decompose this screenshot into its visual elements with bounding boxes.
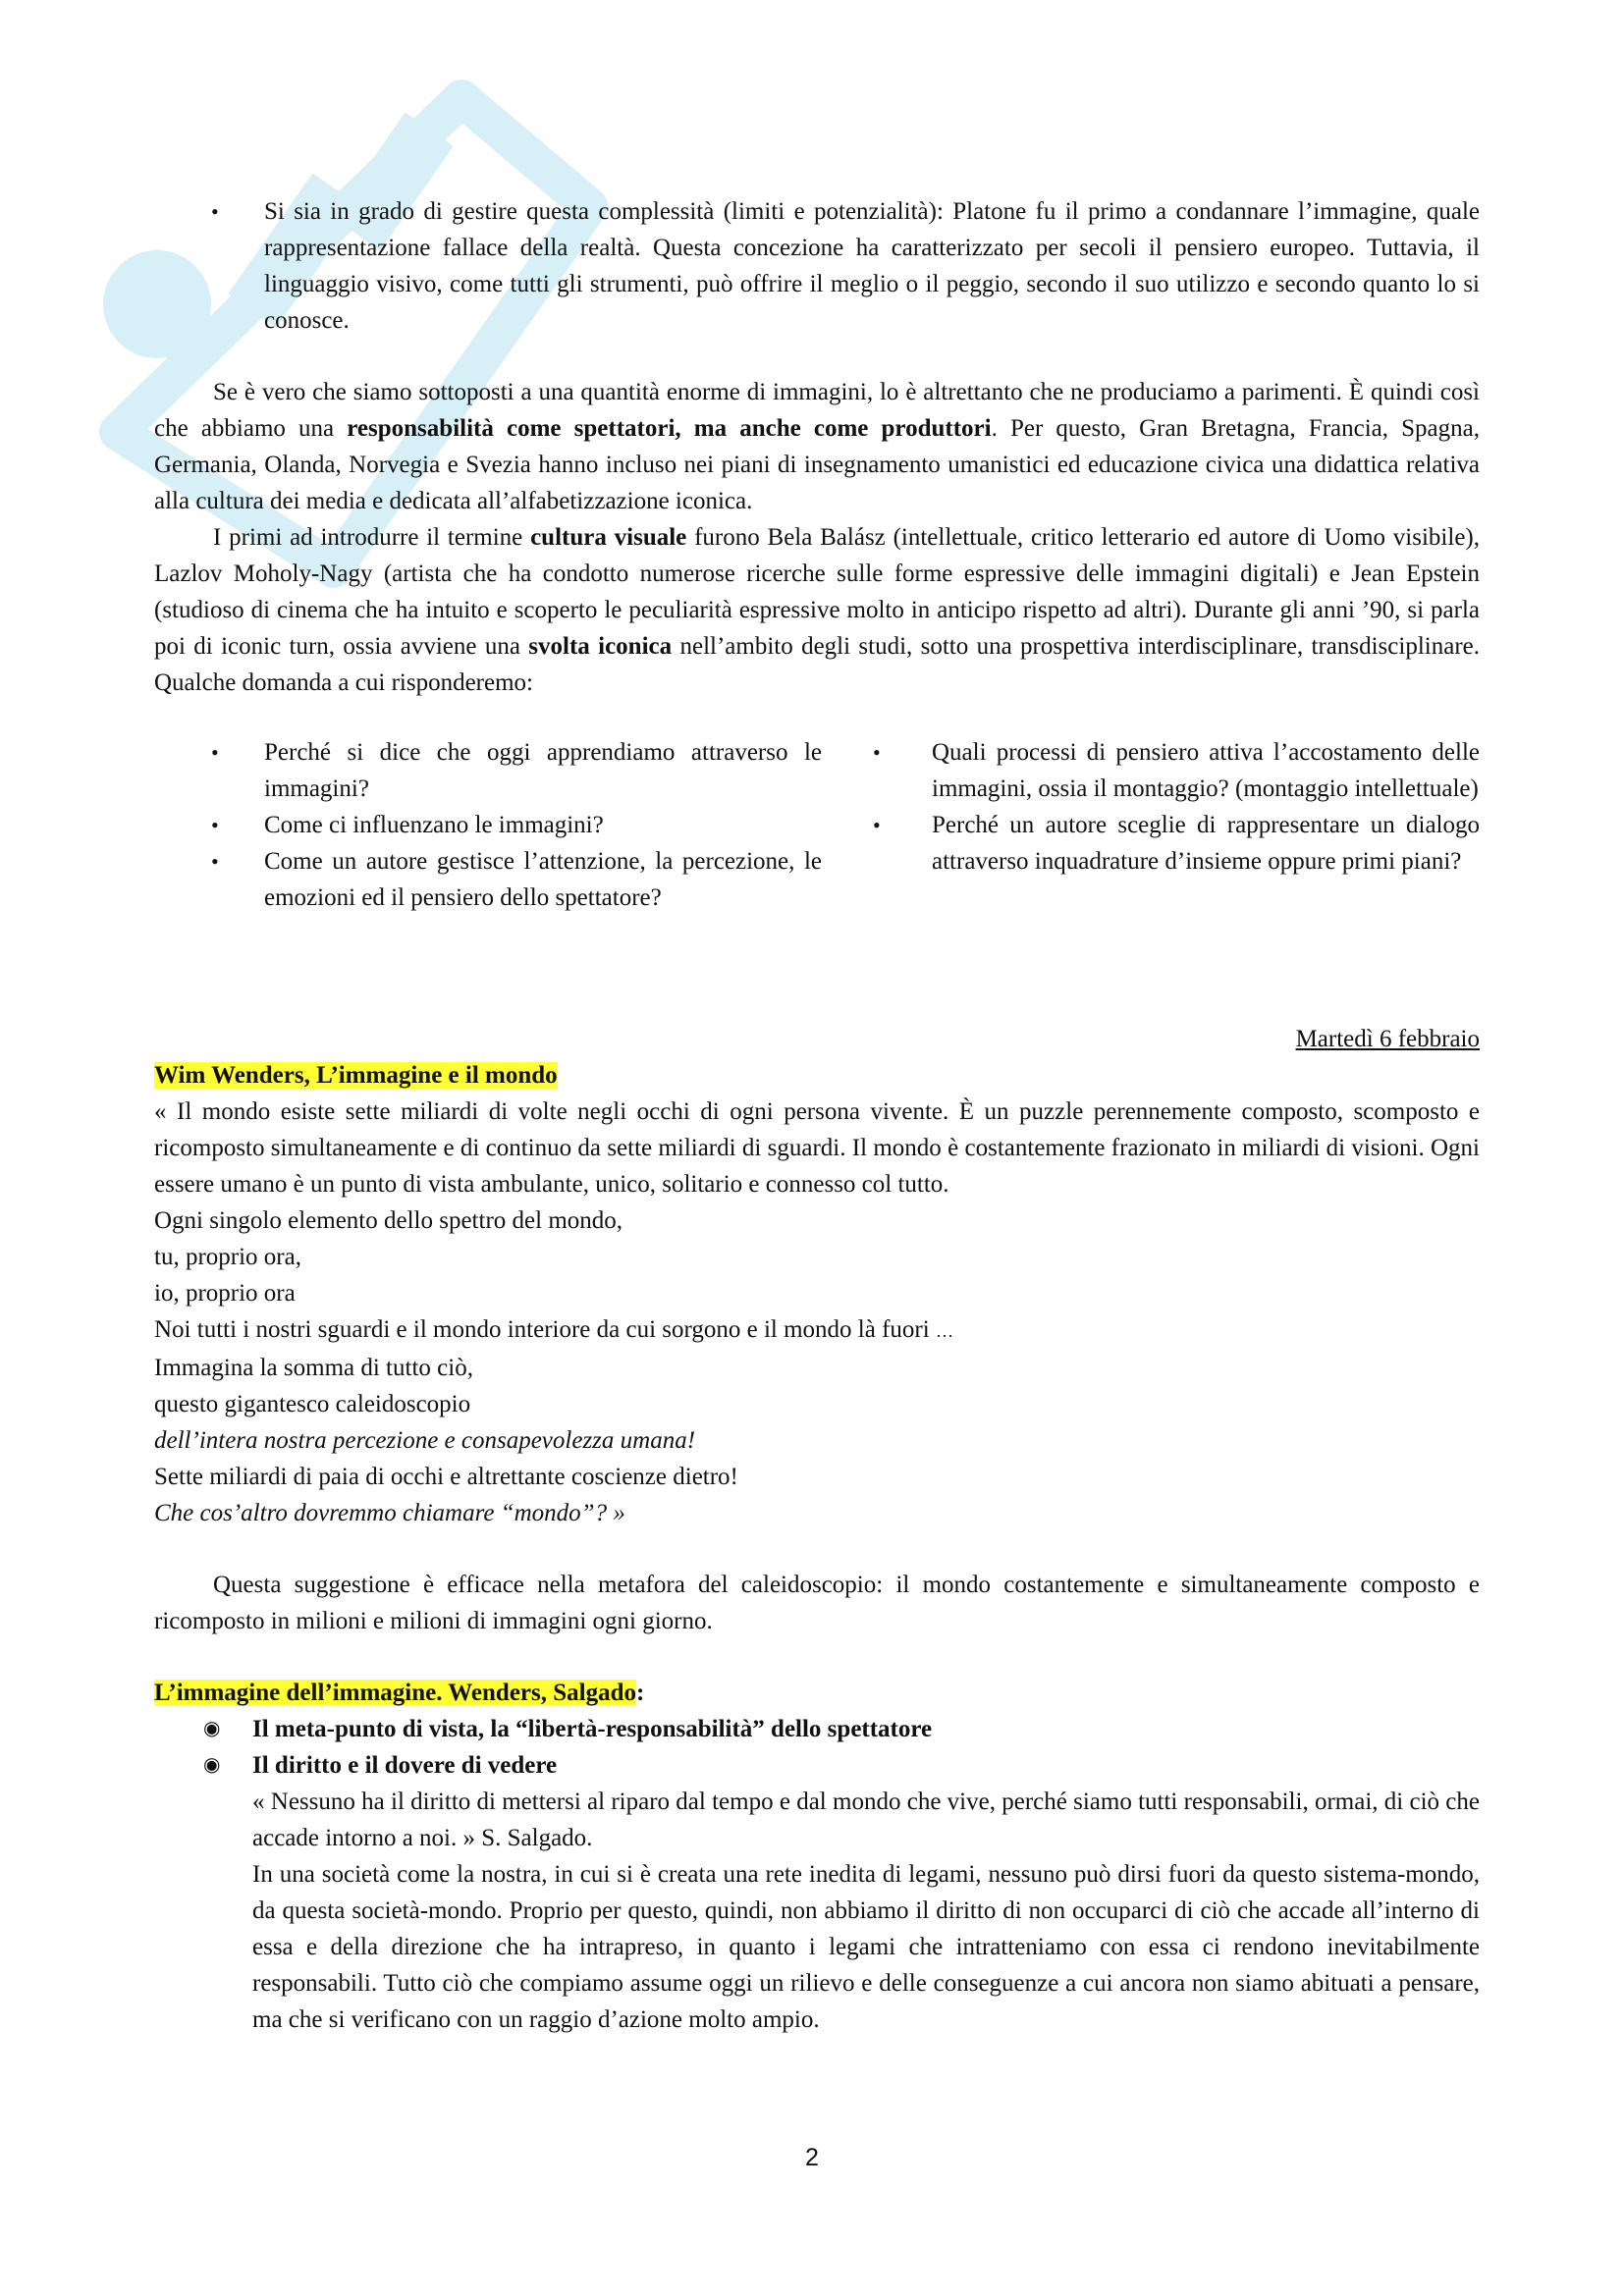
list-item — [154, 734, 822, 807]
list-item — [154, 1747, 1480, 2038]
bullet-icon: • — [211, 813, 219, 837]
questions-right-column — [818, 734, 1480, 880]
wenders-quote: « Il mondo esiste sette miliardi di volte negli occhi di ogni persona vivente. È un puzzle perennemente composto, scomposto e ricomposto simultaneamente e di continuo da sette miliardi di sguardi. Il mondo è costantemente frazionato in miliardi di visioni. Ogni essere umano è un punto di vista ambulante, unico, solitario e connesso col tutto. — [154, 1098, 1480, 1198]
question-text: Perché un autore sceglie di rappresentare un dialogo attraverso inquadrature d’insieme oppure primi piani? — [932, 812, 1480, 875]
salgado-commentary: In una società come la nostra, in cui si è creata una rete inedita di legami, nessuno può dirsi fuori da questo sistema-mondo, da questa società-mondo. Proprio per questo, quindi, non abbiamo il diritto di non occuparci di ciò che accade all’interno di essa e della direzione che ha intrapreso, in quanto i legami che intratteniamo con essa ci rendono inevitabilmente responsabili. Tutto ciò che compiamo assume oggi un rilievo e delle conseguenze a cui ancora non siamo abituati a pensare, ma che si verificano con un raggio d’azione molto ampio. — [252, 1861, 1480, 2033]
lecture-date: Martedì 6 febbraio — [1295, 1026, 1480, 1052]
list-item — [154, 193, 1480, 339]
poem-line: dell’intera nostra percezione e consapevolezza umana! — [154, 1427, 696, 1454]
poem-line: Ogni singolo elemento dello spettro del mondo, — [154, 1207, 623, 1234]
poem-lines — [154, 1202, 1480, 1531]
list-item — [154, 843, 822, 916]
main-content — [154, 193, 1480, 2038]
bullet-icon: ◉ — [203, 1754, 221, 1776]
poem-line: io, proprio ora — [154, 1280, 296, 1307]
list-item — [154, 1711, 1480, 1747]
poem-line: Che cos’altro dovremmo chiamare “mondo”? » — [154, 1500, 625, 1526]
question-text: Perché si dice che oggi apprendiamo attraverso le immagini? — [264, 739, 822, 802]
poem-line: Immagina la somma di tutto ciò, — [154, 1355, 473, 1381]
questions-left-column — [154, 734, 822, 916]
poem-line: Sette miliardi di paia di occhi e altrettante coscienze dietro! — [154, 1464, 738, 1490]
bullet-icon: ◉ — [203, 1718, 221, 1739]
bullet-text: Il meta-punto di vista, la “libertà-responsabilità” dello spettatore — [252, 1716, 933, 1742]
poem-line: tu, proprio ora, — [154, 1244, 301, 1270]
question-text: Come un autore gestisce l’attenzione, la percezione, le emozioni ed il pensiero dello spettatore? — [264, 848, 822, 911]
bullet-icon: • — [211, 849, 219, 874]
poem-line: Noi tutti i nostri sguardi e il mondo interiore da cui sorgono e il mondo là fuori … — [154, 1316, 953, 1343]
section-title-wenders: Wim Wenders, L’immagine e il mondo — [154, 1062, 558, 1089]
bullet-icon: • — [873, 813, 881, 837]
paragraph-cultura-visuale: I primi ad introdurre il termine cultura visuale furono Bela Balász (intellettuale, critico letterario ed autore di Uomo visibile), Lazlov Moholy-Nagy (artista che ha condotto numerose ricerche sulle forme espressive delle immagini digitali) e Jean Epstein (studioso di cinema che ha intuito e scoperto le peculiarità espressive molto in anticipo rispetto ad altri). Durante gli anni ’90, si parla poi di iconic turn, ossia avviene una svolta iconica nell’ambito degli studi, sotto una prospettiva interdisciplinare, transdisciplinare. Qualche domanda a cui risponderemo: — [154, 524, 1480, 696]
paragraph-responsabilita: Se è vero che siamo sottoposti a una quantità enorme di immagini, lo è altrettanto che ne produciamo a parimenti. È quindi così che abbiamo una responsabilità come spettatori, ma anche come produttori. Per questo, Gran Bretagna, Francia, Spagna, Germania, Olanda, Norvegia e Svezia hanno incluso nei piani di insegnamento umanistici ed educazione civica una didattica relativa alla cultura dei media e dedicata all’alfabetizzazione iconica. — [154, 379, 1481, 514]
bullet-text: Il diritto e il dovere di vedere — [252, 1752, 558, 1779]
bullet-text: Si sia in grado di gestire questa complessità (limiti e potenzialità): Platone fu il primo a condannare l’immagine, quale rappresentazione fallace della realtà. Questa concezione ha caratterizzato per secoli il pensiero europeo. Tuttavia, il linguaggio visivo, come tutti gli strumenti, può offrire il meglio o il peggio, secondo il suo utilizzo e secondo quanto lo si conosce. — [264, 198, 1480, 334]
section-title-salgado: L’immagine dell’immagine. Wenders, Salgado: — [154, 1680, 645, 1706]
page-number: 2 — [805, 2144, 819, 2171]
list-item — [818, 807, 1480, 880]
bullet-icon: • — [211, 740, 219, 765]
questions-columns — [154, 734, 1480, 950]
question-text: Quali processi di pensiero attiva l’accostamento delle immagini, ossia il montaggio? (montaggio intellettuale) — [932, 739, 1480, 802]
caleidoscopio-comment: Questa suggestione è efficace nella metafora del caleidoscopio: il mondo costantemente e simultaneamente composto e ricomposto in milioni e milioni di immagini ogni giorno. — [154, 1572, 1480, 1634]
question-text: Come ci influenzano le immagini? — [264, 812, 604, 838]
list-item — [818, 734, 1480, 807]
poem-line: questo gigantesco caleidoscopio — [154, 1391, 471, 1417]
list-item — [154, 807, 822, 843]
salgado-quote: « Nessuno ha il diritto di mettersi al riparo dal tempo e dal mondo che vive, perché siamo tutti responsabili, ormai, di ciò che accade intorno a noi. » S. Salgado. — [252, 1789, 1480, 1851]
bullet-icon: • — [211, 199, 219, 224]
bullet-icon: • — [873, 740, 881, 765]
